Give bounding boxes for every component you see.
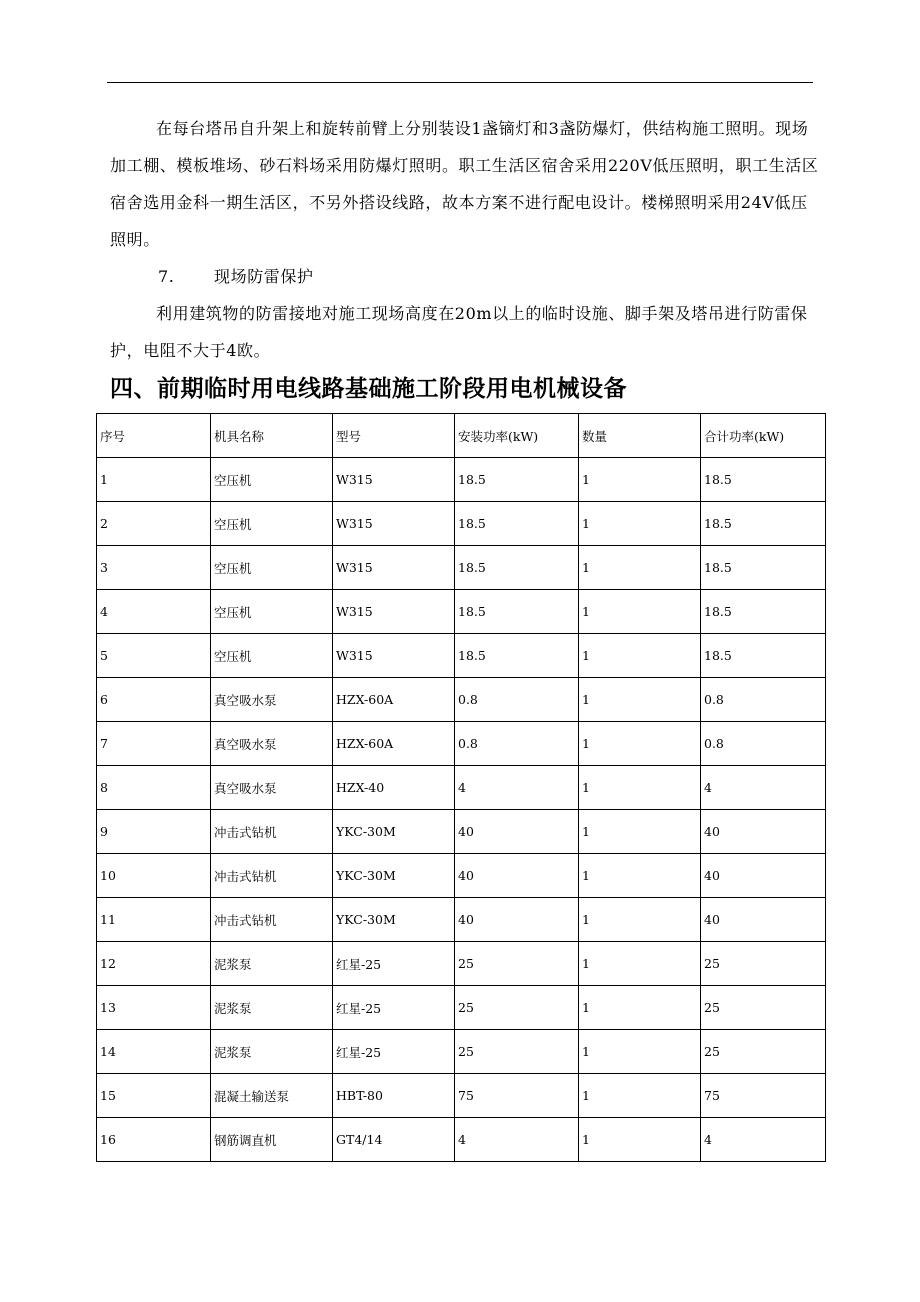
table-cell: HBT-80 <box>333 1074 455 1118</box>
table-cell: 14 <box>97 1030 211 1074</box>
table-cell: 25 <box>455 942 579 986</box>
table-row <box>97 458 826 502</box>
table-cell: 25 <box>701 942 826 986</box>
table-cell: 0.8 <box>455 678 579 722</box>
table-cell: 冲击式钻机 <box>211 898 333 942</box>
table-row <box>97 722 826 766</box>
table-cell: 泥浆泵 <box>211 1030 333 1074</box>
table-cell: 75 <box>455 1074 579 1118</box>
table-cell: 18.5 <box>701 458 826 502</box>
table-cell: 18.5 <box>701 590 826 634</box>
table-cell: 1 <box>579 1118 701 1162</box>
table-cell: 1 <box>579 678 701 722</box>
table-cell: 25 <box>455 1030 579 1074</box>
table-cell: 2 <box>97 502 211 546</box>
table-cell: 18.5 <box>455 502 579 546</box>
table-cell: W315 <box>333 634 455 678</box>
table-cell: HZX-40 <box>333 766 455 810</box>
table-cell: 3 <box>97 546 211 590</box>
table-row <box>97 810 826 854</box>
table-cell: W315 <box>333 546 455 590</box>
table-row <box>97 1074 826 1118</box>
table-cell: 40 <box>701 810 826 854</box>
table-cell: 40 <box>455 898 579 942</box>
table-cell: 1 <box>579 986 701 1030</box>
table-cell: 真空吸水泵 <box>211 678 333 722</box>
table-cell: 25 <box>455 986 579 1030</box>
table-cell: W315 <box>333 458 455 502</box>
table-cell: 40 <box>701 898 826 942</box>
list-item-title: 现场防雷保护 <box>214 267 314 286</box>
table-row <box>97 590 826 634</box>
table-cell: 15 <box>97 1074 211 1118</box>
table-cell: 4 <box>455 766 579 810</box>
table-cell: 11 <box>97 898 211 942</box>
table-cell: 12 <box>97 942 211 986</box>
table-row <box>97 942 826 986</box>
table-cell: YKC-30M <box>333 854 455 898</box>
table-cell: 18.5 <box>455 458 579 502</box>
table-row <box>97 854 826 898</box>
table-cell: 泥浆泵 <box>211 986 333 1030</box>
table-cell: 0.8 <box>455 722 579 766</box>
table-row <box>97 898 826 942</box>
table-cell: 空压机 <box>211 502 333 546</box>
table-cell: 5 <box>97 634 211 678</box>
table-cell: 18.5 <box>455 634 579 678</box>
table-cell: 1 <box>579 766 701 810</box>
table-cell: 7 <box>97 722 211 766</box>
table-cell: 1 <box>579 634 701 678</box>
table-cell: 1 <box>579 1030 701 1074</box>
table-cell: 泥浆泵 <box>211 942 333 986</box>
table-cell: 1 <box>579 458 701 502</box>
table-cell: 冲击式钻机 <box>211 810 333 854</box>
header-cell: 序号 <box>97 414 211 458</box>
table-cell: 4 <box>97 590 211 634</box>
table-cell: YKC-30M <box>333 810 455 854</box>
table-cell: 25 <box>701 986 826 1030</box>
paragraph-lightning-protection: 利用建筑物的防雷接地对施工现场高度在20m以上的临时设施、脚手架及塔吊进行防雷保护，电阻不大于4欧。 <box>110 304 808 360</box>
table-cell: 18.5 <box>455 590 579 634</box>
table-row <box>97 634 826 678</box>
table-cell: 红星-25 <box>333 942 455 986</box>
table-cell: 1 <box>579 502 701 546</box>
table-row <box>97 986 826 1030</box>
paragraph-lighting: 在每台塔吊自升架上和旋转前臂上分别装设1盏镝灯和3盏防爆灯，供结构施工照明。现场加工棚、模板堆场、砂石料场采用防爆灯照明。职工生活区宿舍采用220V低压照明，职工生活区宿舍选用金科一期生活区，不另外搭设线路，故本方案不进行配电设计。楼梯照明采用24V低压照明。 <box>110 119 819 249</box>
list-item-number: 7. <box>158 267 175 286</box>
table-cell: 红星-25 <box>333 986 455 1030</box>
table-cell: 空压机 <box>211 634 333 678</box>
header-cell: 型号 <box>333 414 455 458</box>
table-cell: 1 <box>97 458 211 502</box>
table-row <box>97 1030 826 1074</box>
table-cell: 红星-25 <box>333 1030 455 1074</box>
table-cell: 40 <box>701 854 826 898</box>
table-cell: 40 <box>455 810 579 854</box>
table-cell: 18.5 <box>701 502 826 546</box>
table-cell: 8 <box>97 766 211 810</box>
equipment-table <box>96 413 826 1162</box>
table-cell: 4 <box>701 1118 826 1162</box>
table-cell: HZX-60A <box>333 678 455 722</box>
table-cell: 75 <box>701 1074 826 1118</box>
table-cell: HZX-60A <box>333 722 455 766</box>
table-cell: 1 <box>579 1074 701 1118</box>
table-cell: 1 <box>579 590 701 634</box>
table-row <box>97 1118 826 1162</box>
table-cell: YKC-30M <box>333 898 455 942</box>
table-cell: 25 <box>701 1030 826 1074</box>
header-cell: 数量 <box>579 414 701 458</box>
header-cell: 合计功率(kW) <box>701 414 826 458</box>
table-cell: 18.5 <box>455 546 579 590</box>
table-cell: 空压机 <box>211 546 333 590</box>
table-cell: 钢筋调直机 <box>211 1118 333 1162</box>
table-cell: 18.5 <box>701 546 826 590</box>
header-cell: 机具名称 <box>211 414 333 458</box>
table-cell: 4 <box>701 766 826 810</box>
table-cell: 0.8 <box>701 678 826 722</box>
table-cell: 9 <box>97 810 211 854</box>
table-row <box>97 678 826 722</box>
table-cell: 冲击式钻机 <box>211 854 333 898</box>
table-cell: 1 <box>579 546 701 590</box>
table-cell: 18.5 <box>701 634 826 678</box>
table-row <box>97 546 826 590</box>
section-heading: 四、前期临时用电线路基础施工阶段用电机械设备 <box>110 376 627 402</box>
table-cell: 真空吸水泵 <box>211 722 333 766</box>
table-row <box>97 766 826 810</box>
table-cell: 6 <box>97 678 211 722</box>
table-cell: 13 <box>97 986 211 1030</box>
table-cell: W315 <box>333 502 455 546</box>
header-rule <box>107 82 813 83</box>
table-cell: 1 <box>579 898 701 942</box>
table-cell: 4 <box>455 1118 579 1162</box>
table-cell: 10 <box>97 854 211 898</box>
table-cell: 空压机 <box>211 590 333 634</box>
table-cell: 1 <box>579 810 701 854</box>
table-cell: 空压机 <box>211 458 333 502</box>
table-cell: 1 <box>579 942 701 986</box>
table-cell: W315 <box>333 590 455 634</box>
list-item-7 <box>110 258 870 295</box>
table-cell: 1 <box>579 722 701 766</box>
table-cell: 混凝土输送泵 <box>211 1074 333 1118</box>
table-cell: 0.8 <box>701 722 826 766</box>
table-cell: GT4/14 <box>333 1118 455 1162</box>
table-cell: 1 <box>579 854 701 898</box>
table-header-row <box>97 414 826 458</box>
table-cell: 真空吸水泵 <box>211 766 333 810</box>
table-row <box>97 502 826 546</box>
header-cell: 安装功率(kW) <box>455 414 579 458</box>
table-cell: 40 <box>455 854 579 898</box>
table-cell: 16 <box>97 1118 211 1162</box>
